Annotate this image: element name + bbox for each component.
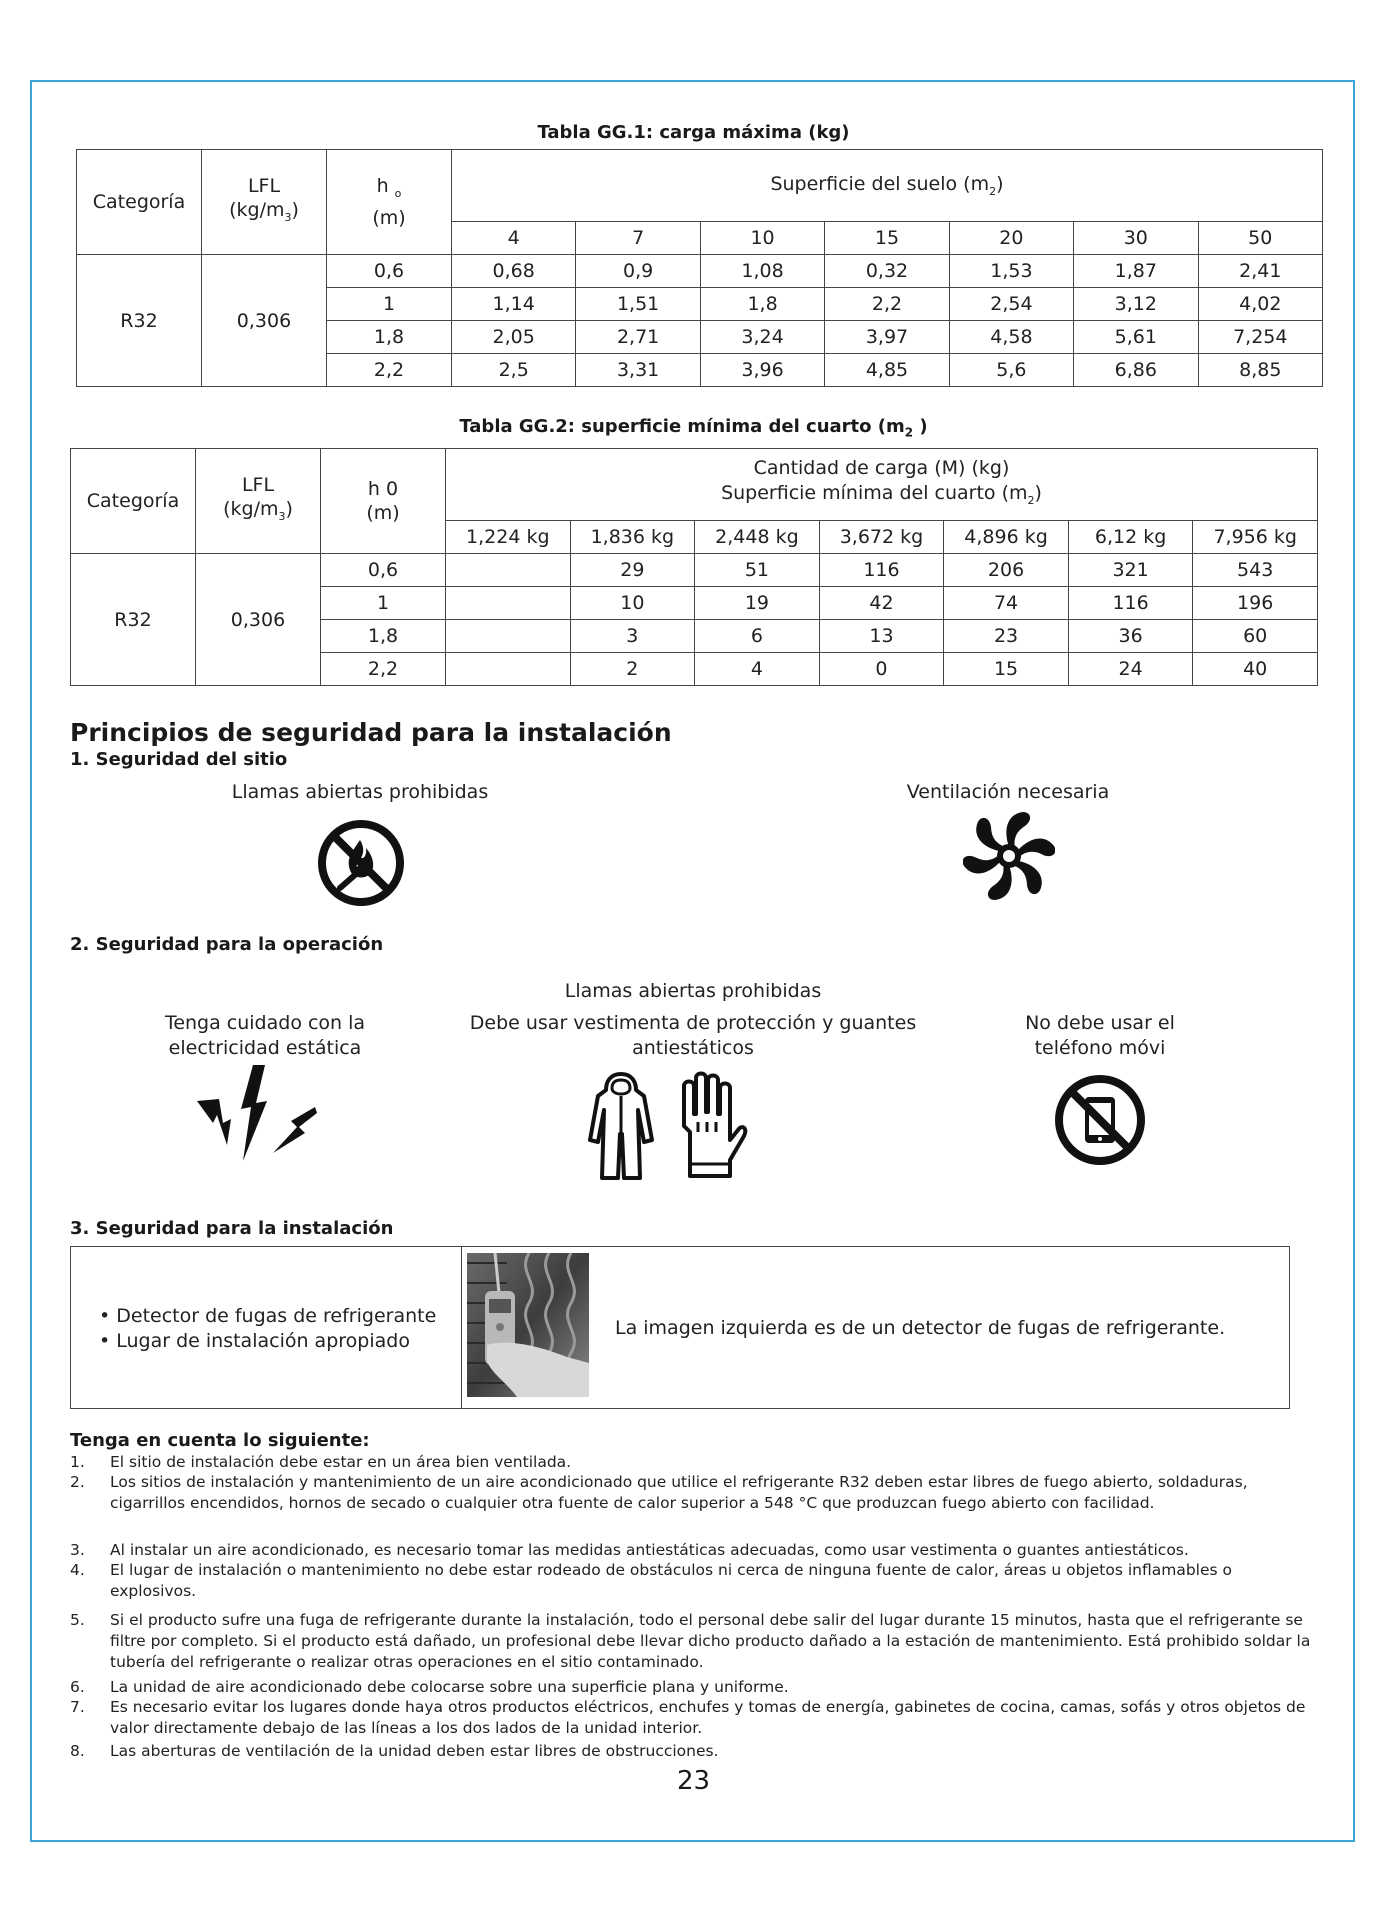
s2-protection-caption: Debe usar vestimenta de protección y guantes antiestáticos [469, 1012, 917, 1059]
table2-column-header: 3,672 kg [819, 521, 944, 554]
table2-header-carga: Cantidad de carga (M) (kg) Superficie mínima del cuarto $(m_2)$ [446, 449, 1318, 521]
note-text: Los sitios de instalación y mantenimiento de un aire acondicionado que utilice el refrigerante R32 deben estar libres de fuego abierto, soldaduras, cigarrillos encendidos, hornos de secado o cualquier otra fuente de calor superior a 548 °C que produzcan fuego abierto con facilidad. [110, 1473, 1248, 1512]
table1-value-cell: 4,58 [949, 321, 1073, 354]
table2-value-cell [446, 620, 571, 653]
table1-value-cell: 3,12 [1074, 288, 1198, 321]
table1-column-header: 50 [1198, 222, 1322, 255]
table2-title: Tabla GG.2: superficie mínima del cuarto ($m_2$ ) [459, 416, 928, 440]
note-number: 7. [70, 1698, 85, 1716]
note-number: 4. [70, 1561, 85, 1579]
table1-value-cell: 0,9 [576, 255, 700, 288]
table2-value-cell [446, 587, 571, 620]
note-item [70, 1472, 1320, 1514]
table2-value-cell: 116 [819, 554, 944, 587]
table2-value-cell: 6 [695, 620, 820, 653]
detector-description: La imagen izquierda es de un detector de fugas de refrigerante. [615, 1317, 1226, 1339]
note-item [70, 1560, 1320, 1602]
table1-column-header: 7 [576, 222, 700, 255]
s2-flame-caption: Llamas abiertas prohibidas [564, 980, 822, 1002]
note-number: 1. [70, 1453, 85, 1471]
table2-value-cell: 74 [944, 587, 1069, 620]
note-text: Al instalar un aire acondicionado, es necesario tomar las medidas antiestáticas adecuadas, como usar vestimenta o guantes antiestáticos. [110, 1541, 1189, 1559]
table2-value-cell: 206 [944, 554, 1069, 587]
table1-column-header: 15 [825, 222, 949, 255]
note-number: 3. [70, 1541, 85, 1559]
table1-header-categoria: Categoría [77, 150, 202, 255]
table1-value-cell: 2,5 [452, 354, 576, 387]
table2-header-lfl: LFL $(kg/m_3)$ [196, 449, 321, 554]
table2-value-cell: 2 [570, 653, 695, 686]
table2-value-cell: 60 [1193, 620, 1318, 653]
table2-value-cell: 4 [695, 653, 820, 686]
section-title: Principios de seguridad para la instalación [70, 718, 672, 747]
table1-value-cell: 2,2 [825, 288, 949, 321]
table1 [76, 149, 1323, 387]
table1-value-cell: 6,86 [1074, 354, 1198, 387]
table2-h-cell: 1,8 [321, 620, 446, 653]
table1-column-header: 4 [452, 222, 576, 255]
table1-value-cell: 8,85 [1198, 354, 1322, 387]
note-text: Es necesario evitar los lugares donde haya otros productos eléctricos, enchufes y tomas de energía, gabinetes de cocina, camas, sofás y otros objetos de valor directamente debajo de las líneas a los dos lados de la unidad interior. [110, 1698, 1306, 1737]
table1-h-cell: 1,8 [327, 321, 452, 354]
table2-categoria-cell: R32 [71, 554, 196, 686]
table1-value-cell: 1,14 [452, 288, 576, 321]
table2-value-cell: 543 [1193, 554, 1318, 587]
bullet-leak-detector: • Detector de fugas de refrigerante [99, 1305, 437, 1327]
table2-value-cell: 10 [570, 587, 695, 620]
s1-no-flame-caption: Llamas abiertas prohibidas [231, 781, 489, 803]
table1-value-cell: 3,97 [825, 321, 949, 354]
table2-value-cell: 3 [570, 620, 695, 653]
table2-column-header: 7,956 kg [1193, 521, 1318, 554]
table2-h-cell: 1 [321, 587, 446, 620]
table1-value-cell: 0,68 [452, 255, 576, 288]
protective-suit-icon [586, 1070, 656, 1182]
table1-value-cell: 2,05 [452, 321, 576, 354]
table1-value-cell: 1,87 [1074, 255, 1198, 288]
static-electricity-icon [193, 1063, 319, 1163]
table1-value-cell: 3,24 [700, 321, 824, 354]
table2-value-cell: 196 [1193, 587, 1318, 620]
table1-value-cell: 2,54 [949, 288, 1073, 321]
table2-value-cell: 116 [1068, 587, 1193, 620]
notes-heading: Tenga en cuenta lo siguiente: [70, 1430, 370, 1451]
table2-value-cell: 321 [1068, 554, 1193, 587]
refrigerant-leak-detector-photo [467, 1253, 589, 1397]
note-item [70, 1452, 1320, 1473]
table2-value-cell: 24 [1068, 653, 1193, 686]
antistatic-glove-icon [676, 1070, 748, 1182]
table1-column-header: 30 [1074, 222, 1198, 255]
table2-value-cell: 51 [695, 554, 820, 587]
s2-phone-caption: No debe usar el teléfono móvi [1025, 1012, 1175, 1059]
table2-header-h: h 0 (m) [321, 449, 446, 554]
table1-header-superficie: Superficie del suelo $(m_2)$ [452, 150, 1323, 222]
table2-column-header: 1,836 kg [570, 521, 695, 554]
s1-ventilation-caption: Ventilación necesaria [906, 781, 1110, 803]
table2-value-cell: 15 [944, 653, 1069, 686]
table2 [70, 448, 1318, 686]
no-mobile-phone-icon [1053, 1073, 1147, 1167]
table2-value-cell: 40 [1193, 653, 1318, 686]
table1-value-cell: 0,32 [825, 255, 949, 288]
note-item [70, 1697, 1320, 1739]
table2-header-categoria: Categoría [71, 449, 196, 554]
table1-h-cell: 0,6 [327, 255, 452, 288]
table1-header-h: h $_o$ (m) [327, 150, 452, 255]
note-number: 6. [70, 1678, 85, 1696]
table1-header-lfl: LFL $(kg/m_3)$ [202, 150, 327, 255]
note-number: 5. [70, 1611, 85, 1629]
table2-h-cell: 2,2 [321, 653, 446, 686]
note-text: El sitio de instalación debe estar en un área bien ventilada. [110, 1453, 572, 1471]
table1-value-cell: 1,8 [700, 288, 824, 321]
table2-value-cell [446, 554, 571, 587]
s2-heading: 2. Seguridad para la operación [70, 934, 384, 955]
s1-heading: 1. Seguridad del sitio [70, 749, 288, 770]
table1-value-cell: 5,6 [949, 354, 1073, 387]
table1-value-cell: 5,61 [1074, 321, 1198, 354]
table2-value-cell: 29 [570, 554, 695, 587]
table1-column-header: 10 [700, 222, 824, 255]
table2-column-header: 1,224 kg [446, 521, 571, 554]
note-text: La unidad de aire acondicionado debe colocarse sobre una superficie plana y uniforme. [110, 1678, 789, 1696]
table2-column-header: 2,448 kg [695, 521, 820, 554]
table1-h-cell: 2,2 [327, 354, 452, 387]
note-text: El lugar de instalación o mantenimiento no debe estar rodeado de obstáculos ni cerca de ninguna fuente de calor, áreas u objetos inflamables o explosivos. [110, 1561, 1233, 1600]
note-item [70, 1741, 1320, 1762]
table2-value-cell: 13 [819, 620, 944, 653]
table2-value-cell: 23 [944, 620, 1069, 653]
table1-value-cell: 1,53 [949, 255, 1073, 288]
note-text: Si el producto sufre una fuga de refrigerante durante la instalación, todo el personal debe salir del lugar durante 15 minutos, hasta que el refrigerante se filtre por completo. Si el producto está dañado, un profesional debe llevar dicho producto dañado a la estación de mantenimiento. Está prohibido soldar la tubería del refrigerante o realizar otras operaciones en el sitio contaminado. [110, 1611, 1311, 1671]
s3-heading: 3. Seguridad para la instalación [70, 1218, 394, 1239]
table1-title: Tabla GG.1: carga máxima (kg) [537, 122, 850, 143]
table2-column-header: 6,12 kg [1068, 521, 1193, 554]
table2-value-cell: 36 [1068, 620, 1193, 653]
table1-value-cell: 3,96 [700, 354, 824, 387]
table2-value-cell: 19 [695, 587, 820, 620]
table2-column-header: 4,896 kg [944, 521, 1069, 554]
table2-value-cell: 42 [819, 587, 944, 620]
table2-lfl-cell: 0,306 [196, 554, 321, 686]
note-item [70, 1610, 1320, 1673]
table1-value-cell: 4,02 [1198, 288, 1322, 321]
box-divider [461, 1247, 462, 1408]
table1-lfl-cell: 0,306 [202, 255, 327, 387]
note-item [70, 1677, 1320, 1698]
table1-value-cell: 3,31 [576, 354, 700, 387]
note-item [70, 1540, 1320, 1561]
table2-h-cell: 0,6 [321, 554, 446, 587]
ventilation-fan-icon [963, 810, 1055, 902]
note-number: 8. [70, 1742, 85, 1760]
table1-h-cell: 1 [327, 288, 452, 321]
table1-categoria-cell: R32 [77, 255, 202, 387]
bullet-install-place: • Lugar de instalación apropiado [99, 1330, 410, 1352]
table1-value-cell: 1,51 [576, 288, 700, 321]
no-open-flame-icon [316, 818, 406, 908]
note-text: Las aberturas de ventilación de la unidad deben estar libres de obstrucciones. [110, 1742, 719, 1760]
note-number: 2. [70, 1473, 85, 1491]
table2-value-cell: 0 [819, 653, 944, 686]
table1-value-cell: 7,254 [1198, 321, 1322, 354]
table1-value-cell: 4,85 [825, 354, 949, 387]
table1-value-cell: 2,71 [576, 321, 700, 354]
s2-static-caption: Tenga cuidado con la electricidad estática [164, 1012, 366, 1059]
page-number: 23 [676, 1766, 711, 1796]
table1-value-cell: 1,08 [700, 255, 824, 288]
table1-value-cell: 2,41 [1198, 255, 1322, 288]
table2-value-cell [446, 653, 571, 686]
table1-column-header: 20 [949, 222, 1073, 255]
s3-detector-box [70, 1246, 1290, 1409]
